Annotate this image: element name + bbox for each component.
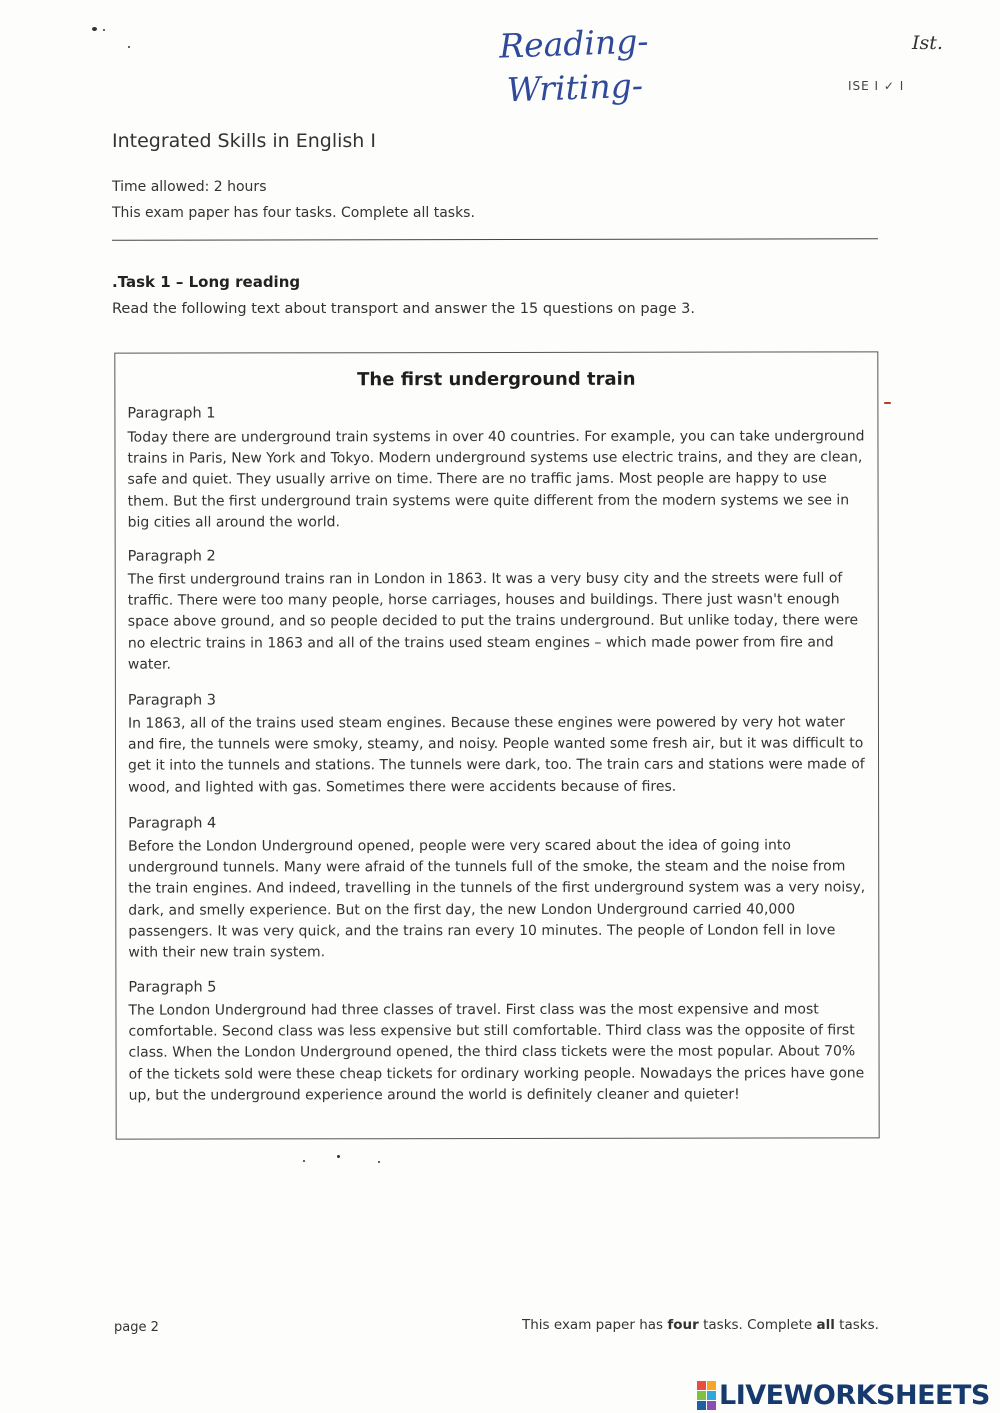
liveworksheets-logo-text: LIVEWORKSHEETS	[719, 1379, 990, 1411]
time-allowed	[112, 179, 266, 195]
logo-square	[707, 1391, 716, 1400]
paragraph-label: Paragraph 4	[128, 815, 217, 832]
scan-speck	[128, 46, 130, 48]
scan-speck	[303, 1160, 305, 1162]
handwriting-line-1: Reading-	[498, 21, 650, 66]
paragraph-label: Paragraph 2	[127, 548, 216, 565]
paragraph-text: The London Underground had three classes of travel. First class was the most expensive and most comfortable. Second class was less expensive but still comfortable. Third class was the opposite of first class. When the London Underground opened, the third class tickets were the most popular. About 70% of the tickets sold were these cheap tickets for ordinary working people. Nowadays the prices have gone up, but the underground experience around the world is definitely cleaner and quieter!	[128, 1001, 865, 1104]
exam-instructions: This exam paper has four tasks. Complete all tasks.	[112, 205, 475, 221]
handwriting-line-2: Writing-	[506, 65, 644, 110]
logo-square	[707, 1401, 716, 1410]
scan-speck	[378, 1161, 380, 1163]
footer-note-part: This exam paper has	[522, 1317, 664, 1333]
scan-speck	[884, 402, 891, 404]
footer-note	[522, 1317, 879, 1333]
footer-note-bold: all	[816, 1317, 835, 1333]
paragraph-text: Before the London Underground opened, people were very scared about the idea of going into underground tunnels. Many were afraid of the tunnels full of the smoke, the steam and the noise from the train engines. And indeed, travelling in the tunnels of the first underground system was a very noisy, dark, and smelly experience. But on the first day, the new London Underground carried 40,000 passengers. It was very quick, and the trains ran every 10 minutes. The people of London fell in love with their new train system.	[128, 837, 866, 961]
exam-title: Integrated Skills in English I	[112, 130, 376, 152]
time-allowed-label: Time allowed:	[112, 179, 210, 195]
handwritten-annotation	[499, 19, 651, 112]
scan-speck	[337, 1155, 340, 1158]
paragraph-label: Paragraph 5	[128, 979, 217, 996]
corner-handwritten-note: Ist.	[912, 32, 943, 54]
scan-speck	[103, 29, 105, 31]
task-heading: .Task 1 – Long reading	[112, 273, 301, 291]
paragraph-label: Paragraph 1	[127, 405, 216, 422]
logo-square	[697, 1381, 706, 1390]
paragraph-text: In 1863, all of the trains used steam engines. Because these engines were powered by very hot water and fire, the tunnels were smoky, steamy, and noisy. People wanted some fresh air, but it was difficult to get it into the tunnels and stations. The tunnels were dark, too. The train cars and stations were made of wood, and lighted with gas. Sometimes there were accidents because of fires.	[127, 714, 865, 796]
paragraph-label: Paragraph 3	[127, 692, 217, 709]
logo-square	[697, 1391, 706, 1400]
passage-title: The first underground train	[357, 368, 636, 391]
liveworksheets-logo	[697, 1380, 990, 1410]
paragraph-text: The first underground trains ran in London in 1863. It was a very busy city and the streets were full of traffic. There were too many people, horse carriages, houses and buildings. There just wasn't enough space above ground, and so people decided to put the trains underground. But unlike today, there were no electric trains in 1863 and all of the trains used steam engines – which made power from fire and water.	[127, 570, 859, 673]
logo-square	[697, 1401, 706, 1410]
reading-passage-box	[114, 351, 879, 1139]
logo-square	[707, 1381, 716, 1390]
header-divider	[112, 238, 878, 241]
footer-note-part: tasks.	[839, 1317, 879, 1333]
page-number: page 2	[114, 1320, 159, 1335]
footer-note-bold: four	[667, 1317, 699, 1333]
task-instruction: Read the following text about transport and answer the 15 questions on page 3.	[112, 301, 695, 317]
liveworksheets-logo-icon	[697, 1381, 716, 1410]
time-allowed-value: 2 hours	[213, 179, 267, 195]
exam-code: ISE I ✓ I	[848, 79, 905, 93]
scan-speck	[92, 27, 97, 31]
footer-note-part: tasks. Complete	[703, 1317, 813, 1333]
paragraph-text: Today there are underground train systems in over 40 countries. For example, you can take underground trains in Paris, New York and Tokyo. Modern underground systems use electric trains, and they are clean, safe and quiet. They usually arrive on time. There are no traffic jams. Most people are happy to use them. But the first underground train systems were quite different from the modern systems we see in big cities all around the world.	[127, 428, 865, 531]
